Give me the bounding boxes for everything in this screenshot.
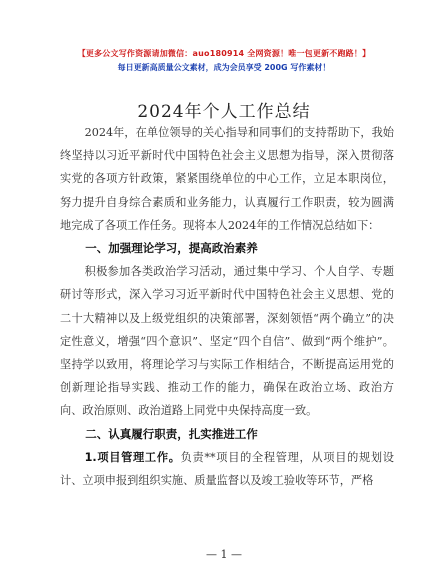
document-body: [60, 121, 394, 492]
intro-paragraph: 2024年，在单位领导的关心指导和同事们的支持帮助下，我始终坚持以习近平新时代中国特色社会主义思想为指导，深入贯彻落实党的各项方针政策，紧紧围绕单位的中心工作，立足本职岗位，努力提升自身综合素质和业务能力，认真履行工作职责，较为圆满地完成了各项工作任务。现将本人2024年的工作情况总结如下：: [60, 126, 394, 232]
section1-paragraph: 积极参加各类政治学习活动，通过集中学习、个人自学、专题研讨等形式，深入学习习近平新时代中国特色社会主义思想、党的二十大精神以及上级党组织的决策部署，深刻领悟“两个确立”的决定性意义，增强“四个意识”、坚定“四个自信”、做到“两个维护”。坚持学以致用，将理论学习与实际工作相结合，不断提高运用党的创新理论指导实践、推动工作的能力，确保在政治立场、政治方向、政治原则、政治道路上同党中央保持高度一致。: [60, 265, 394, 418]
document-title: 2024年个人工作总结: [137, 102, 311, 122]
section1-heading: 一、加强理论学习，提高政治素养: [85, 241, 258, 256]
promo-banner-line2: 每日更新高质量公文素材，成为会员享受 200G 写作素材！: [117, 63, 331, 72]
item1-lead: 1.项目管理工作。: [84, 450, 181, 464]
promo-banner-line1: 【更多公文写作资源请加微信：auo180914 全网资源！唯一包更新不跑路！】: [77, 49, 371, 58]
section2-heading: 二、认真履行职责，扎实推进工作: [85, 426, 258, 441]
item1-paragraph: [60, 446, 394, 492]
item1-body: 负责**项目的全程管理，从项目的规划设计、立项申报到组织实施、质量监督以及竣工验收等环节，严格: [60, 450, 394, 488]
page-number: — 1 —: [206, 548, 242, 561]
